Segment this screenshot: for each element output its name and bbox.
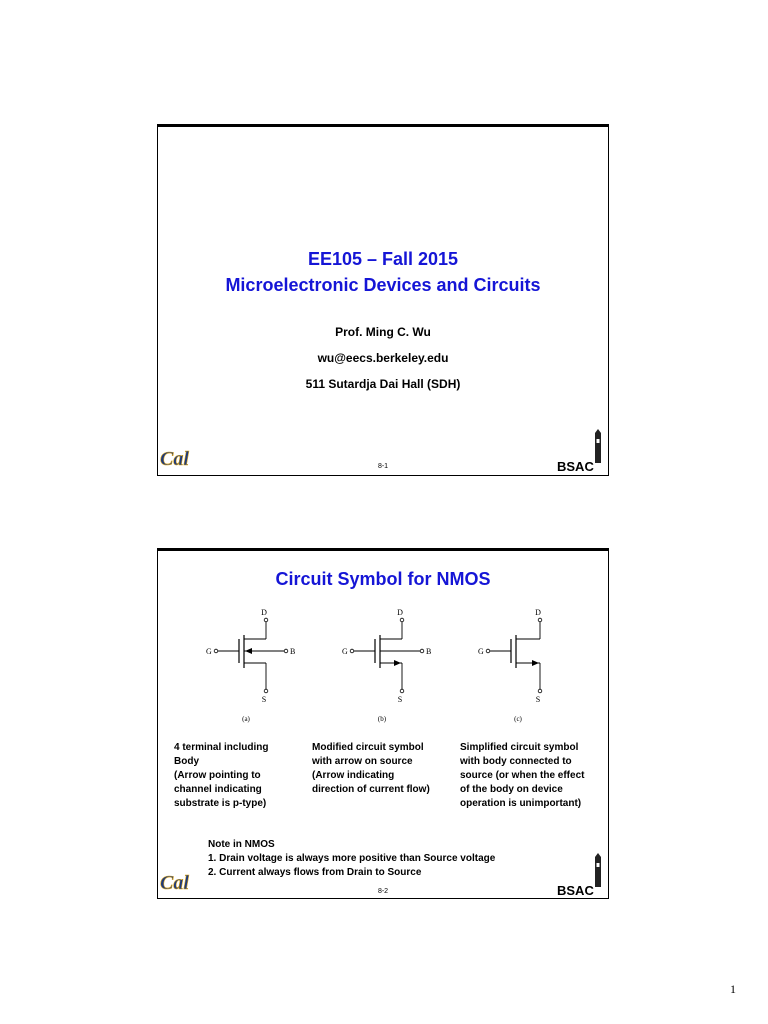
nmos-note: [208, 838, 495, 880]
description-line: Simplified circuit symbol: [460, 742, 579, 753]
bsac-logo-text: BSAC: [557, 883, 594, 897]
slide-page-label: 8-1: [377, 463, 389, 470]
note-item: 2. Current always flows from Drain to Source: [208, 867, 422, 878]
label-s: S: [397, 695, 403, 704]
diagram-c: [478, 608, 542, 723]
description-line: direction of current flow): [312, 784, 430, 795]
diagram-b: [342, 608, 431, 723]
bsac-logo-text: BSAC: [557, 459, 594, 473]
description-line: with arrow on source: [312, 756, 413, 767]
slide-nmos-symbol: [157, 548, 609, 899]
slide-page-label: 8-2: [377, 888, 389, 895]
description-line: 4 terminal including: [174, 742, 269, 753]
professor-email: wu@eecs.berkeley.edu: [317, 351, 449, 365]
caption: (a): [242, 715, 250, 723]
slide-title: Circuit Symbol for NMOS: [275, 569, 491, 589]
description-line: with body connected to: [460, 756, 572, 767]
description-line: channel indicating: [174, 784, 262, 795]
label-d: D: [535, 608, 541, 617]
page-number: 1: [730, 982, 736, 996]
description-column-b: [312, 741, 457, 797]
label-b: B: [290, 647, 296, 656]
nmos-symbol-diagrams: [206, 601, 556, 725]
cal-logo-text: Cal: [160, 448, 189, 470]
professor-office: 511 Sutardja Dai Hall (SDH): [305, 377, 461, 391]
description-line: Body: [174, 756, 199, 767]
label-b: B: [426, 647, 432, 656]
diagram-a: [206, 608, 295, 723]
cal-logo-text: Cal: [160, 872, 189, 894]
description-line: substrate is p-type): [174, 798, 267, 809]
slide-title-line2: Microelectronic Devices and Circuits: [225, 275, 541, 295]
description-line: (Arrow indicating: [312, 770, 395, 781]
description-line: of the body on device: [460, 784, 563, 795]
caption: (b): [377, 715, 387, 723]
description-line: operation is unimportant): [460, 798, 582, 809]
label-s: S: [535, 695, 541, 704]
professor-name: Prof. Ming C. Wu: [335, 325, 431, 339]
label-d: D: [397, 608, 403, 617]
label-g: G: [206, 647, 212, 656]
note-title: Note in NMOS: [208, 839, 275, 850]
label-s: S: [261, 695, 267, 704]
description-column-c: [460, 741, 605, 811]
label-g: G: [342, 647, 348, 656]
note-item: 1. Drain voltage is always more positive than Source voltage: [208, 853, 496, 864]
description-line: source (or when the effect: [460, 770, 585, 781]
description-line: (Arrow pointing to: [174, 770, 261, 781]
label-d: D: [261, 608, 267, 617]
bsac-logo: [557, 429, 607, 473]
bsac-logo: [557, 853, 607, 897]
caption: (c): [514, 715, 522, 723]
description-column-a: [174, 741, 319, 811]
slide-title: [157, 124, 609, 476]
description-line: Modified circuit symbol: [312, 742, 424, 753]
label-g: G: [478, 647, 484, 656]
slide-title-line1: EE105 – Fall 2015: [307, 249, 459, 269]
